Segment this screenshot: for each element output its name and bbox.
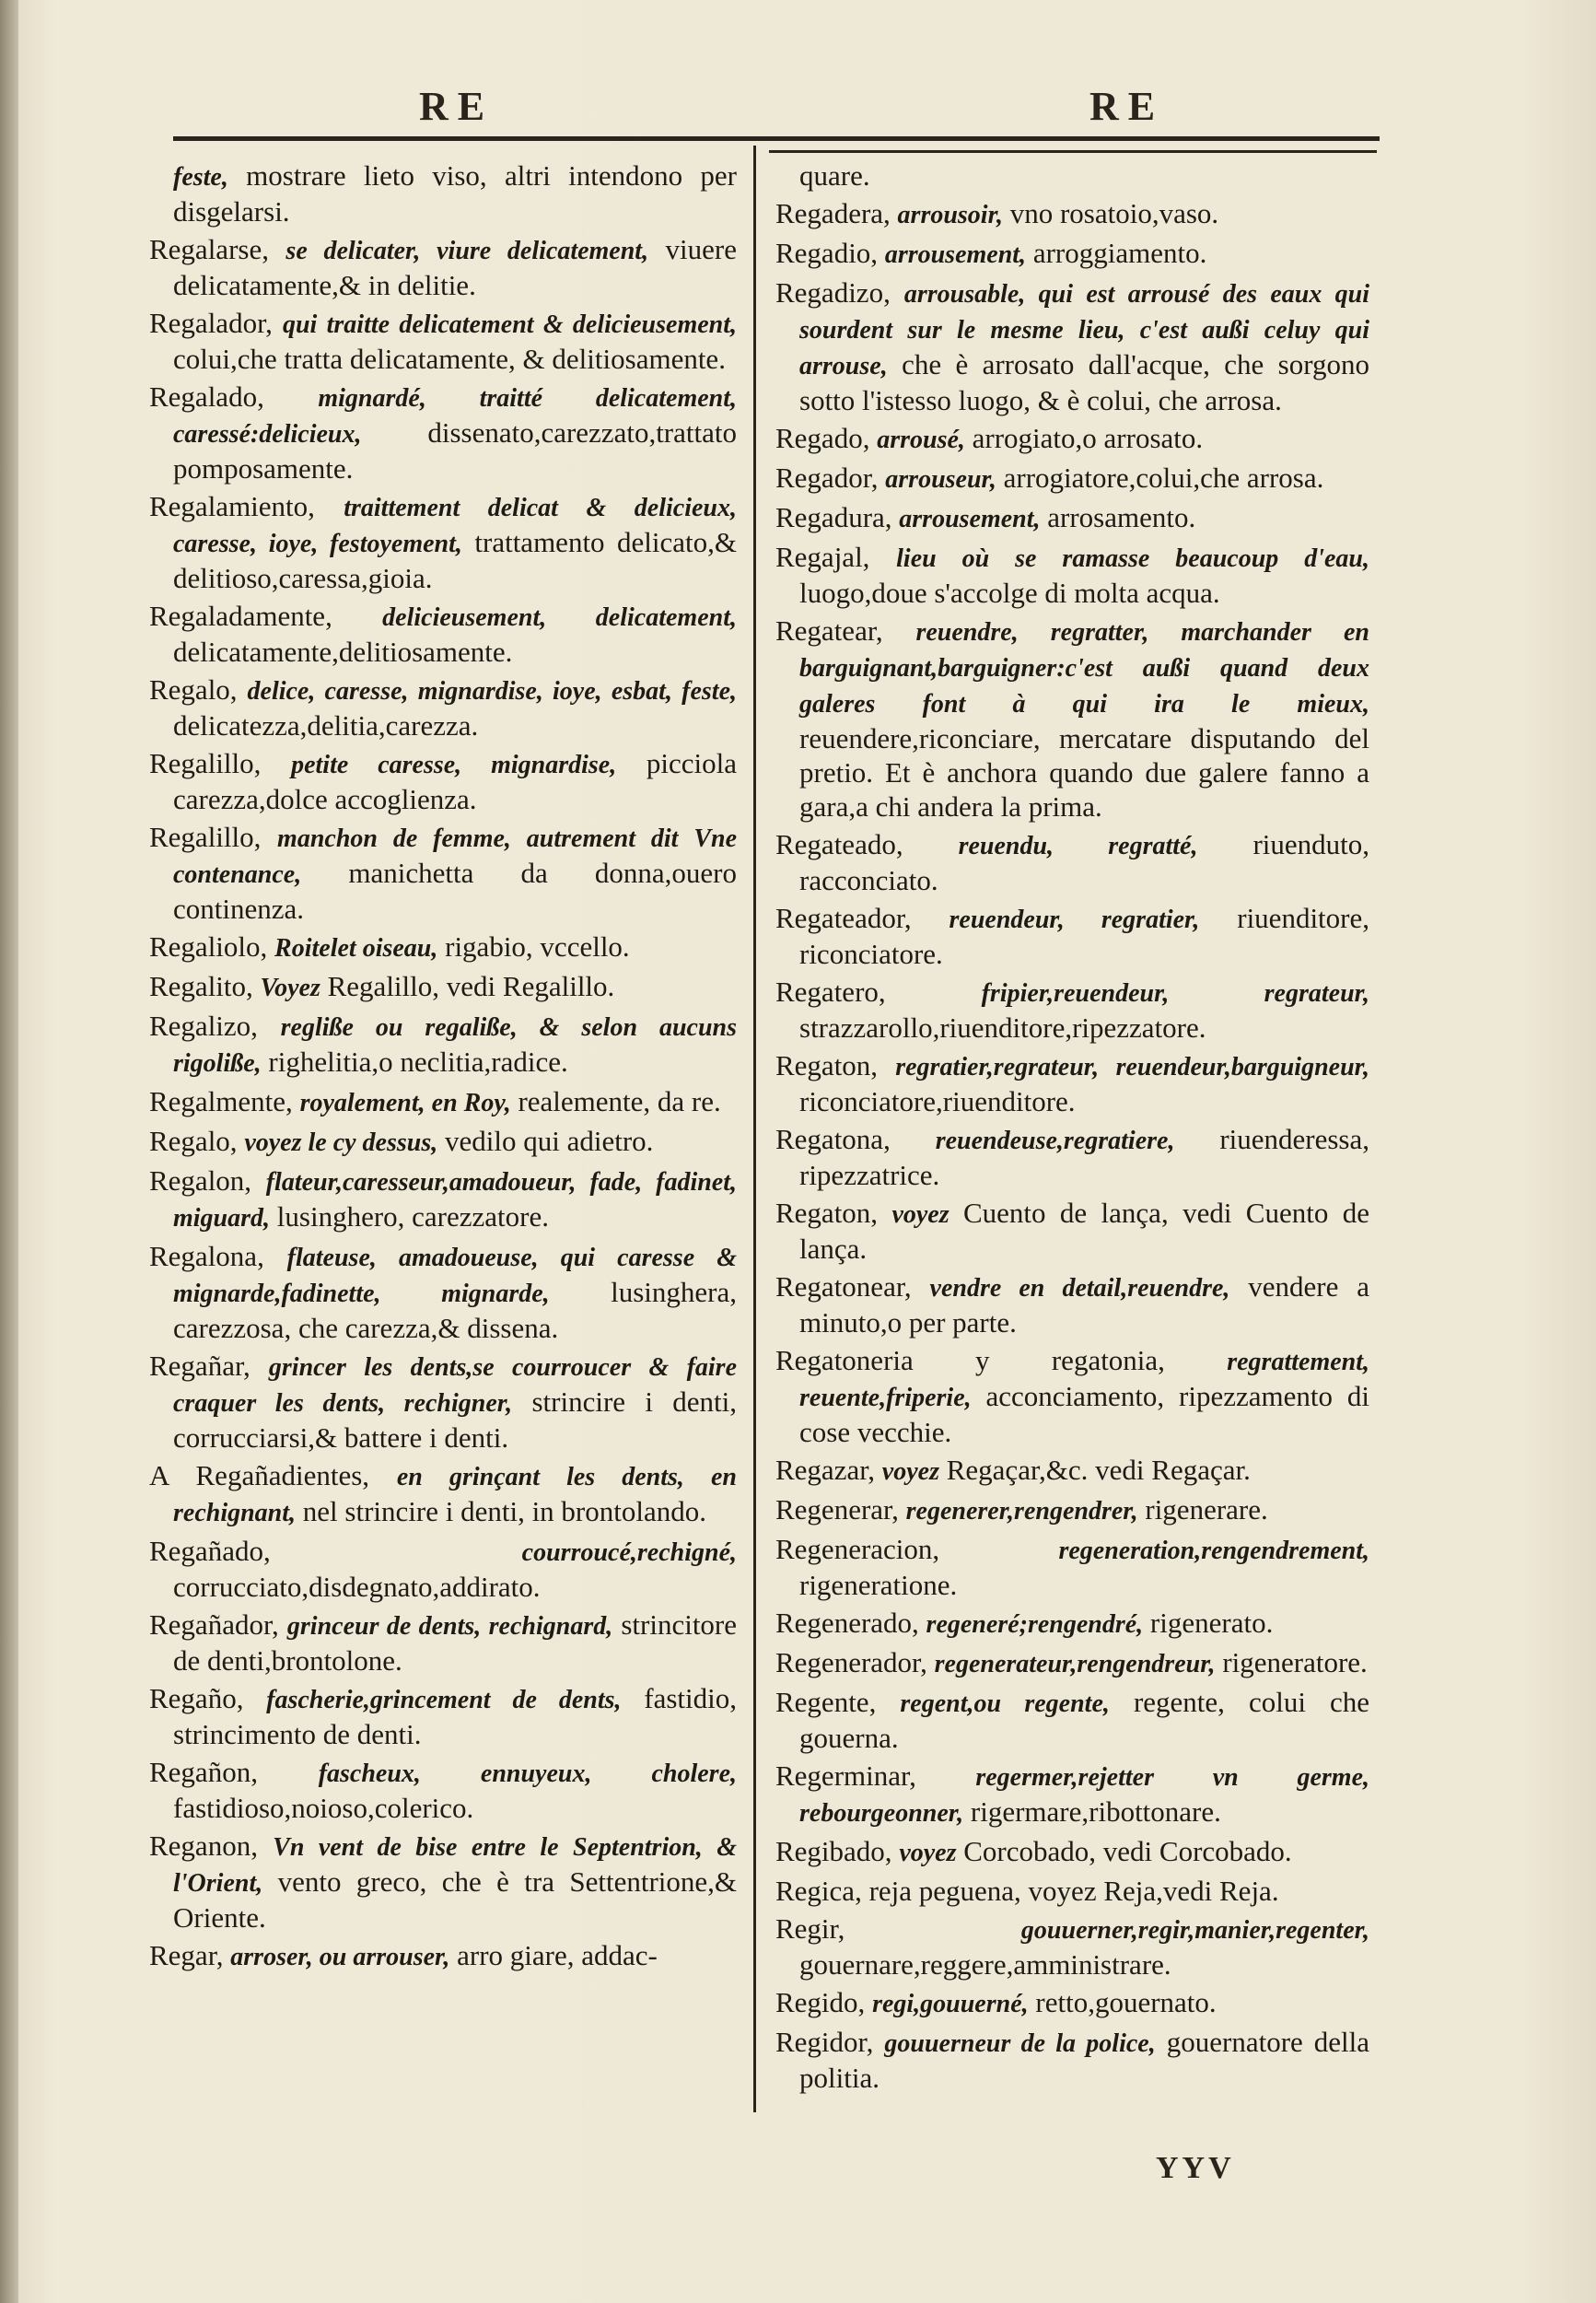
italian-gloss: realemente, da re. (518, 1085, 721, 1117)
headword: Regaño, (149, 1682, 244, 1714)
french-gloss: courroucé,rechigné, (521, 1538, 737, 1567)
headword: Regalo, (149, 673, 238, 706)
french-gloss: reuendu, regratté, (958, 832, 1198, 860)
italian-gloss: nel strincire i denti, in brontolando. (302, 1495, 706, 1527)
headword: Regalona, (149, 1240, 264, 1272)
dictionary-entry (775, 1453, 1369, 1489)
french-gloss: gouuerner,regir,manier,regenter, (1020, 1916, 1369, 1945)
right-column (775, 158, 1369, 2098)
dictionary-entry (775, 1985, 1369, 2021)
headword: Regalo, (149, 1125, 238, 1157)
italian-gloss: vendere a minuto,o per parte. (799, 1270, 1369, 1339)
french-gloss: regeneré;rengendré, (926, 1610, 1144, 1639)
french-gloss: Voyez (260, 974, 320, 1002)
italian-gloss: arro giare, addac- (457, 1939, 658, 1971)
dictionary-entry (775, 1532, 1369, 1602)
french-gloss: fascherie,grincement de dents, (266, 1686, 622, 1714)
headword: Regibado, (775, 1835, 892, 1867)
headword: Regadizo, (775, 276, 891, 309)
french-gloss: Vn vent de bise entre le Septentrion, & l'Orient, (173, 1833, 738, 1898)
headword: Regalito, (149, 970, 253, 1002)
french-gloss: manchon de femme, autrement dit Vne contenance, (173, 824, 738, 889)
french-gloss: regenerer,rengendrer, (905, 1497, 1138, 1526)
headword: Regalon, (149, 1164, 252, 1197)
italian-gloss: reuendere,riconciare, mercatare disputando del pretio. Et è anchora quando due galere fanno a gara,a chi andera la prima. (799, 722, 1369, 823)
italian-gloss: Regaçar,&c. vedi Regaçar. (946, 1454, 1251, 1486)
italian-gloss: rigabio, vccello. (445, 930, 630, 963)
french-gloss: Roitelet oiseau, (274, 934, 438, 963)
french-gloss: royalement, en Roy, (299, 1089, 511, 1117)
headword: Regaliolo, (149, 930, 268, 963)
italian-gloss: Cuento de lança, vedi Cuento de lança. (799, 1197, 1369, 1265)
italian-gloss: arrogiatore,colui,che arrosa. (1003, 462, 1324, 494)
headword: Regente, (775, 1686, 877, 1718)
dictionary-entry (149, 1607, 737, 1678)
french-gloss: arrousement, (884, 240, 1027, 269)
dictionary-entry (775, 1122, 1369, 1192)
french-gloss: reuendeur, regratier, (949, 906, 1200, 934)
dictionary-entry (149, 969, 737, 1005)
italian-gloss: rigeneratione. (799, 1569, 958, 1601)
headword: Regica, (775, 1875, 862, 1907)
italian-gloss: mostrare lieto viso, altri intendono per disgelarsi. (173, 159, 738, 228)
french-gloss: vendre en detail,reuendre, (929, 1274, 1230, 1303)
dictionary-entry (149, 1163, 737, 1235)
dictionary-entry (775, 901, 1369, 971)
dictionary-entry (149, 232, 737, 302)
dictionary-entry (149, 1239, 737, 1345)
dictionary-entry (775, 1759, 1369, 1830)
french-gloss: arrousable, qui est arrousé des eaux qui sourdent sur le mesme lieu, c'est außi celuy qui arrouse, (799, 280, 1370, 380)
french-gloss: voyez (891, 1200, 949, 1229)
french-gloss: mignardé, traitté delicatement, caressé:delicieux, (173, 384, 737, 449)
french-gloss: flateuse, amadoueuse, qui caresse & mignarde,fadinette, mignarde, (173, 1244, 737, 1308)
headword: Regador, (775, 462, 879, 494)
dictionary-entry (775, 540, 1369, 610)
italian-gloss: corrucciato,disdegnato,addirato. (173, 1571, 541, 1603)
french-gloss: regratier,regrateur, reuendeur,barguigneur, (895, 1053, 1369, 1081)
french-gloss: arroser, ou arrouser, (230, 1943, 450, 1971)
dictionary-entry (149, 489, 737, 595)
headword: Regido, (775, 1986, 866, 2018)
french-gloss: delicieusement, delicatement, (382, 603, 737, 632)
dictionary-entry (775, 275, 1369, 417)
dictionary-entry (775, 158, 1369, 193)
headword: Regateador, (775, 902, 912, 934)
italian-gloss: viuere delicatamente,& in delitie. (173, 233, 738, 301)
headword: Regaladamente, (149, 600, 332, 632)
headword: Regatonear, (775, 1270, 912, 1303)
french-gloss: flateur,caresseur,amadoueur, fade, fadinet, miguard, (173, 1168, 737, 1233)
french-gloss: voyez (881, 1457, 939, 1486)
dictionary-entry (775, 421, 1369, 457)
dictionary-entry (149, 746, 737, 816)
signature-mark: YYV (1156, 2151, 1235, 2185)
french-gloss: reuendeuse,regratiere, (935, 1127, 1175, 1155)
dictionary-entry (775, 1645, 1369, 1681)
italian-gloss: rigenerato. (1149, 1607, 1274, 1639)
italian-gloss: luogo,doue s'accolge di molta acqua. (799, 577, 1220, 609)
italian-gloss: reja peguena, voyez Reja,vedi Reja. (868, 1875, 1279, 1907)
dictionary-entry (149, 672, 737, 742)
headword: Regañado, (149, 1535, 271, 1567)
dictionary-entry (149, 1938, 737, 1974)
header-rule (173, 136, 1380, 141)
dictionary-entry (149, 1084, 737, 1120)
french-gloss: arrousé, (877, 426, 965, 454)
dictionary-entry (149, 1829, 737, 1935)
french-gloss: regeneration,rengendrement, (1058, 1537, 1369, 1565)
french-gloss: fascheux, ennuyeux, cholere, (318, 1759, 738, 1788)
french-gloss: en grinçant les dents, en rechignant, (173, 1463, 738, 1527)
header-left: RE (419, 84, 495, 129)
italian-gloss: strincitore de denti,brontolone. (173, 1608, 738, 1677)
french-gloss: fripier,reuendeur, regrateur, (981, 979, 1369, 1008)
french-gloss: regermer,rejetter vn germe, rebourgeonner, (799, 1763, 1369, 1828)
headword: Regadera, (775, 197, 891, 229)
italian-gloss: riuenditore, riconciatore. (799, 902, 1370, 970)
dictionary-entry (775, 500, 1369, 536)
dictionary-entry (775, 236, 1369, 272)
dictionary-entry (149, 1681, 737, 1751)
dictionary-entry (775, 196, 1369, 232)
dictionary-entry (775, 1685, 1369, 1755)
headword: Regalmente, (149, 1085, 293, 1117)
dictionary-entry (775, 1911, 1369, 1982)
dictionary-entry (149, 599, 737, 669)
dictionary-entry (775, 614, 1369, 824)
headword: Regaton, (775, 1197, 879, 1229)
headword: Regado, (775, 422, 870, 454)
dictionary-entry (149, 1124, 737, 1160)
french-gloss: regliße ou regaliße, & selon aucuns rigoliße, (173, 1013, 737, 1078)
headword: Regalamiento, (149, 490, 315, 522)
french-gloss: arrouseur, (885, 465, 996, 494)
italian-gloss: riuenderessa, ripezzatrice. (799, 1123, 1369, 1191)
italian-gloss: strazzarollo,riuenditore,ripezzatore. (799, 1011, 1206, 1044)
french-gloss: regrattement, reuente,friperie, (799, 1348, 1369, 1412)
italian-gloss: quare. (799, 159, 870, 192)
italian-gloss: gouernare,reggere,amministrare. (799, 1948, 1171, 1981)
dictionary-entry (775, 1606, 1369, 1642)
french-gloss: voyez le cy dessus, (244, 1128, 438, 1157)
headword: Regazar, (775, 1454, 876, 1486)
dictionary-entry (775, 1269, 1369, 1339)
french-gloss: voyez (899, 1839, 957, 1867)
dictionary-entry (775, 1343, 1369, 1449)
french-gloss: reuendre, regratter, marchander en barguignant,barguigner:c'est außi quand deux galeres font à qui ira le mieux, (799, 618, 1369, 719)
column-divider (753, 146, 756, 2112)
italian-gloss: righelitia,o neclitia,radice. (268, 1046, 568, 1078)
french-gloss: lieu où se ramasse beaucoup d'eau, (896, 544, 1369, 573)
headword: Regalillo, (149, 821, 262, 853)
dictionary-entry (149, 820, 737, 926)
headword: Regidor, (775, 2026, 874, 2058)
dictionary-entry (149, 1349, 737, 1455)
italian-gloss: delicatezza,delitia,carezza. (173, 709, 479, 742)
italian-gloss: gouernatore della politia. (799, 2026, 1370, 2094)
headword: Regenerar, (775, 1493, 899, 1526)
dictionary-entry (775, 2025, 1369, 2095)
french-gloss: regi,gouuerné, (872, 1990, 1029, 2018)
left-column (149, 158, 737, 1978)
italian-gloss: strincire i denti, corrucciarsi,& battere i denti. (173, 1385, 737, 1454)
headword: Regañador, (149, 1608, 279, 1641)
dictionary-entry (149, 380, 737, 485)
headword: Regaton, (775, 1049, 879, 1081)
headword: Regalillo, (149, 747, 262, 779)
italian-gloss: arrosamento. (1047, 501, 1196, 533)
headword: Regar, (149, 1939, 224, 1971)
french-gloss: delice, caresse, mignardise, ioye, esbat, feste, (247, 677, 738, 706)
dictionary-entry (149, 1009, 737, 1081)
dictionary-entry (149, 1458, 737, 1530)
headword: Regadura, (775, 501, 892, 533)
headword: Regañar, (149, 1350, 250, 1382)
italian-gloss: lusinghero, carezzatore. (276, 1200, 549, 1233)
dictionary-entry (775, 1196, 1369, 1266)
french-gloss: regenerateur,rengendreur, (934, 1650, 1216, 1678)
dictionary-entry (149, 1534, 737, 1604)
italian-gloss: arrogiato,o arrosato. (972, 422, 1204, 454)
headword: Regalado, (149, 380, 264, 413)
dictionary-entry (775, 827, 1369, 897)
french-gloss: qui traitte delicatement & delicieusement, (282, 310, 738, 339)
headword: Regeneracion, (775, 1533, 940, 1565)
headword: Regatoneria y regatonia, (775, 1344, 1165, 1376)
dictionary-entry (775, 1048, 1369, 1118)
italian-gloss: Regalillo, vedi Regalillo. (327, 970, 615, 1002)
french-gloss: arrousement, (899, 505, 1041, 533)
headword: Regatona, (775, 1123, 891, 1155)
french-gloss: se delicater, viure delicatement, (285, 237, 649, 265)
italian-gloss: regente, colui che gouerna. (799, 1686, 1369, 1754)
dictionary-entry (775, 1492, 1369, 1528)
italian-gloss: riconciatore,riuenditore. (799, 1085, 1076, 1117)
headword: Regajal, (775, 541, 870, 573)
headword: Regalarse, (149, 233, 269, 265)
italian-gloss: manichetta da donna,ouero continenza. (173, 857, 738, 925)
dictionary-entry (149, 306, 737, 376)
italian-gloss: fastidioso,noioso,colerico. (173, 1792, 474, 1824)
header-right: RE (1089, 84, 1165, 129)
italian-gloss: delicatamente,delitiosamente. (173, 636, 513, 668)
headword: Regenerador, (775, 1646, 927, 1678)
italian-gloss: vno rosatoio,vaso. (1009, 197, 1219, 229)
headword: Reganon, (149, 1830, 258, 1862)
italian-gloss: colui,che tratta delicatamente, & delitiosamente. (173, 343, 726, 375)
headword: Regerminar, (775, 1759, 916, 1792)
dictionary-entry (775, 975, 1369, 1045)
headword: Regenerado, (775, 1607, 919, 1639)
italian-gloss: picciola carezza,dolce accoglienza. (173, 747, 738, 815)
headword: Regateado, (775, 828, 903, 860)
italian-gloss: acconciamento, ripezzamento di cose vecchie. (799, 1380, 1370, 1448)
french-gloss: traittement delicat & delicieux, caresse, ioye, festoyement, (173, 494, 738, 558)
dictionary-entry (149, 158, 737, 228)
dictionary-entry (775, 461, 1369, 497)
book-spine-shadow (0, 0, 18, 2303)
running-header (0, 74, 1596, 138)
headword: Regalizo, (149, 1010, 258, 1042)
headword: A Regañadientes, (149, 1459, 370, 1491)
french-gloss: grinceur de dents, rechignard, (286, 1612, 613, 1641)
headword: Regir, (775, 1912, 845, 1945)
headword: Regatear, (775, 614, 883, 647)
italian-gloss: rigeneratore. (1222, 1646, 1368, 1678)
italian-gloss: lusinghera, carezzosa, che carezza,& dissena. (173, 1276, 738, 1344)
french-gloss: grincer les dents,se courroucer & faire craquer les dents, rechigner, (173, 1353, 737, 1418)
french-gloss: regent,ou regente, (900, 1689, 1110, 1718)
italian-gloss: retto,gouernato. (1035, 1986, 1217, 2018)
dictionary-entry (775, 1834, 1369, 1870)
french-gloss: feste, (173, 163, 228, 192)
italian-gloss: rigermare,ribottonare. (970, 1795, 1221, 1828)
italian-gloss: trattamento delicato,& delitioso,caressa,gioia. (173, 526, 738, 594)
italian-gloss: Corcobado, vedi Corcobado. (963, 1835, 1292, 1867)
italian-gloss: vento greco, che è tra Settentrione,& Oriente. (173, 1865, 738, 1934)
dictionary-entry (775, 1874, 1369, 1908)
french-gloss: petite caresse, mignardise, (291, 751, 617, 779)
headword: Regañon, (149, 1756, 258, 1788)
italian-gloss: rigenerare. (1145, 1493, 1268, 1526)
dictionary-entry (149, 929, 737, 965)
italian-gloss: riuenduto, racconciato. (799, 828, 1370, 896)
italian-gloss: fastidio, strincimento de denti. (173, 1682, 738, 1750)
italian-gloss: che è arrosato dall'acque, che sorgono sotto l'istesso luogo, & è colui, che arrosa. (799, 348, 1369, 416)
dictionary-entry (149, 1755, 737, 1825)
headword: Regatero, (775, 976, 886, 1008)
french-gloss: arrousoir, (897, 201, 1003, 229)
headword: Regalador, (149, 307, 273, 339)
header-rule-right (769, 150, 1377, 153)
italian-gloss: arroggiamento. (1032, 237, 1207, 269)
headword: Regadio, (775, 237, 879, 269)
italian-gloss: vedilo qui adietro. (445, 1125, 654, 1157)
italian-gloss: dissenato,carezzato,trattato pomposamente. (173, 416, 737, 485)
french-gloss: gouuerneur de la police, (884, 2029, 1156, 2058)
